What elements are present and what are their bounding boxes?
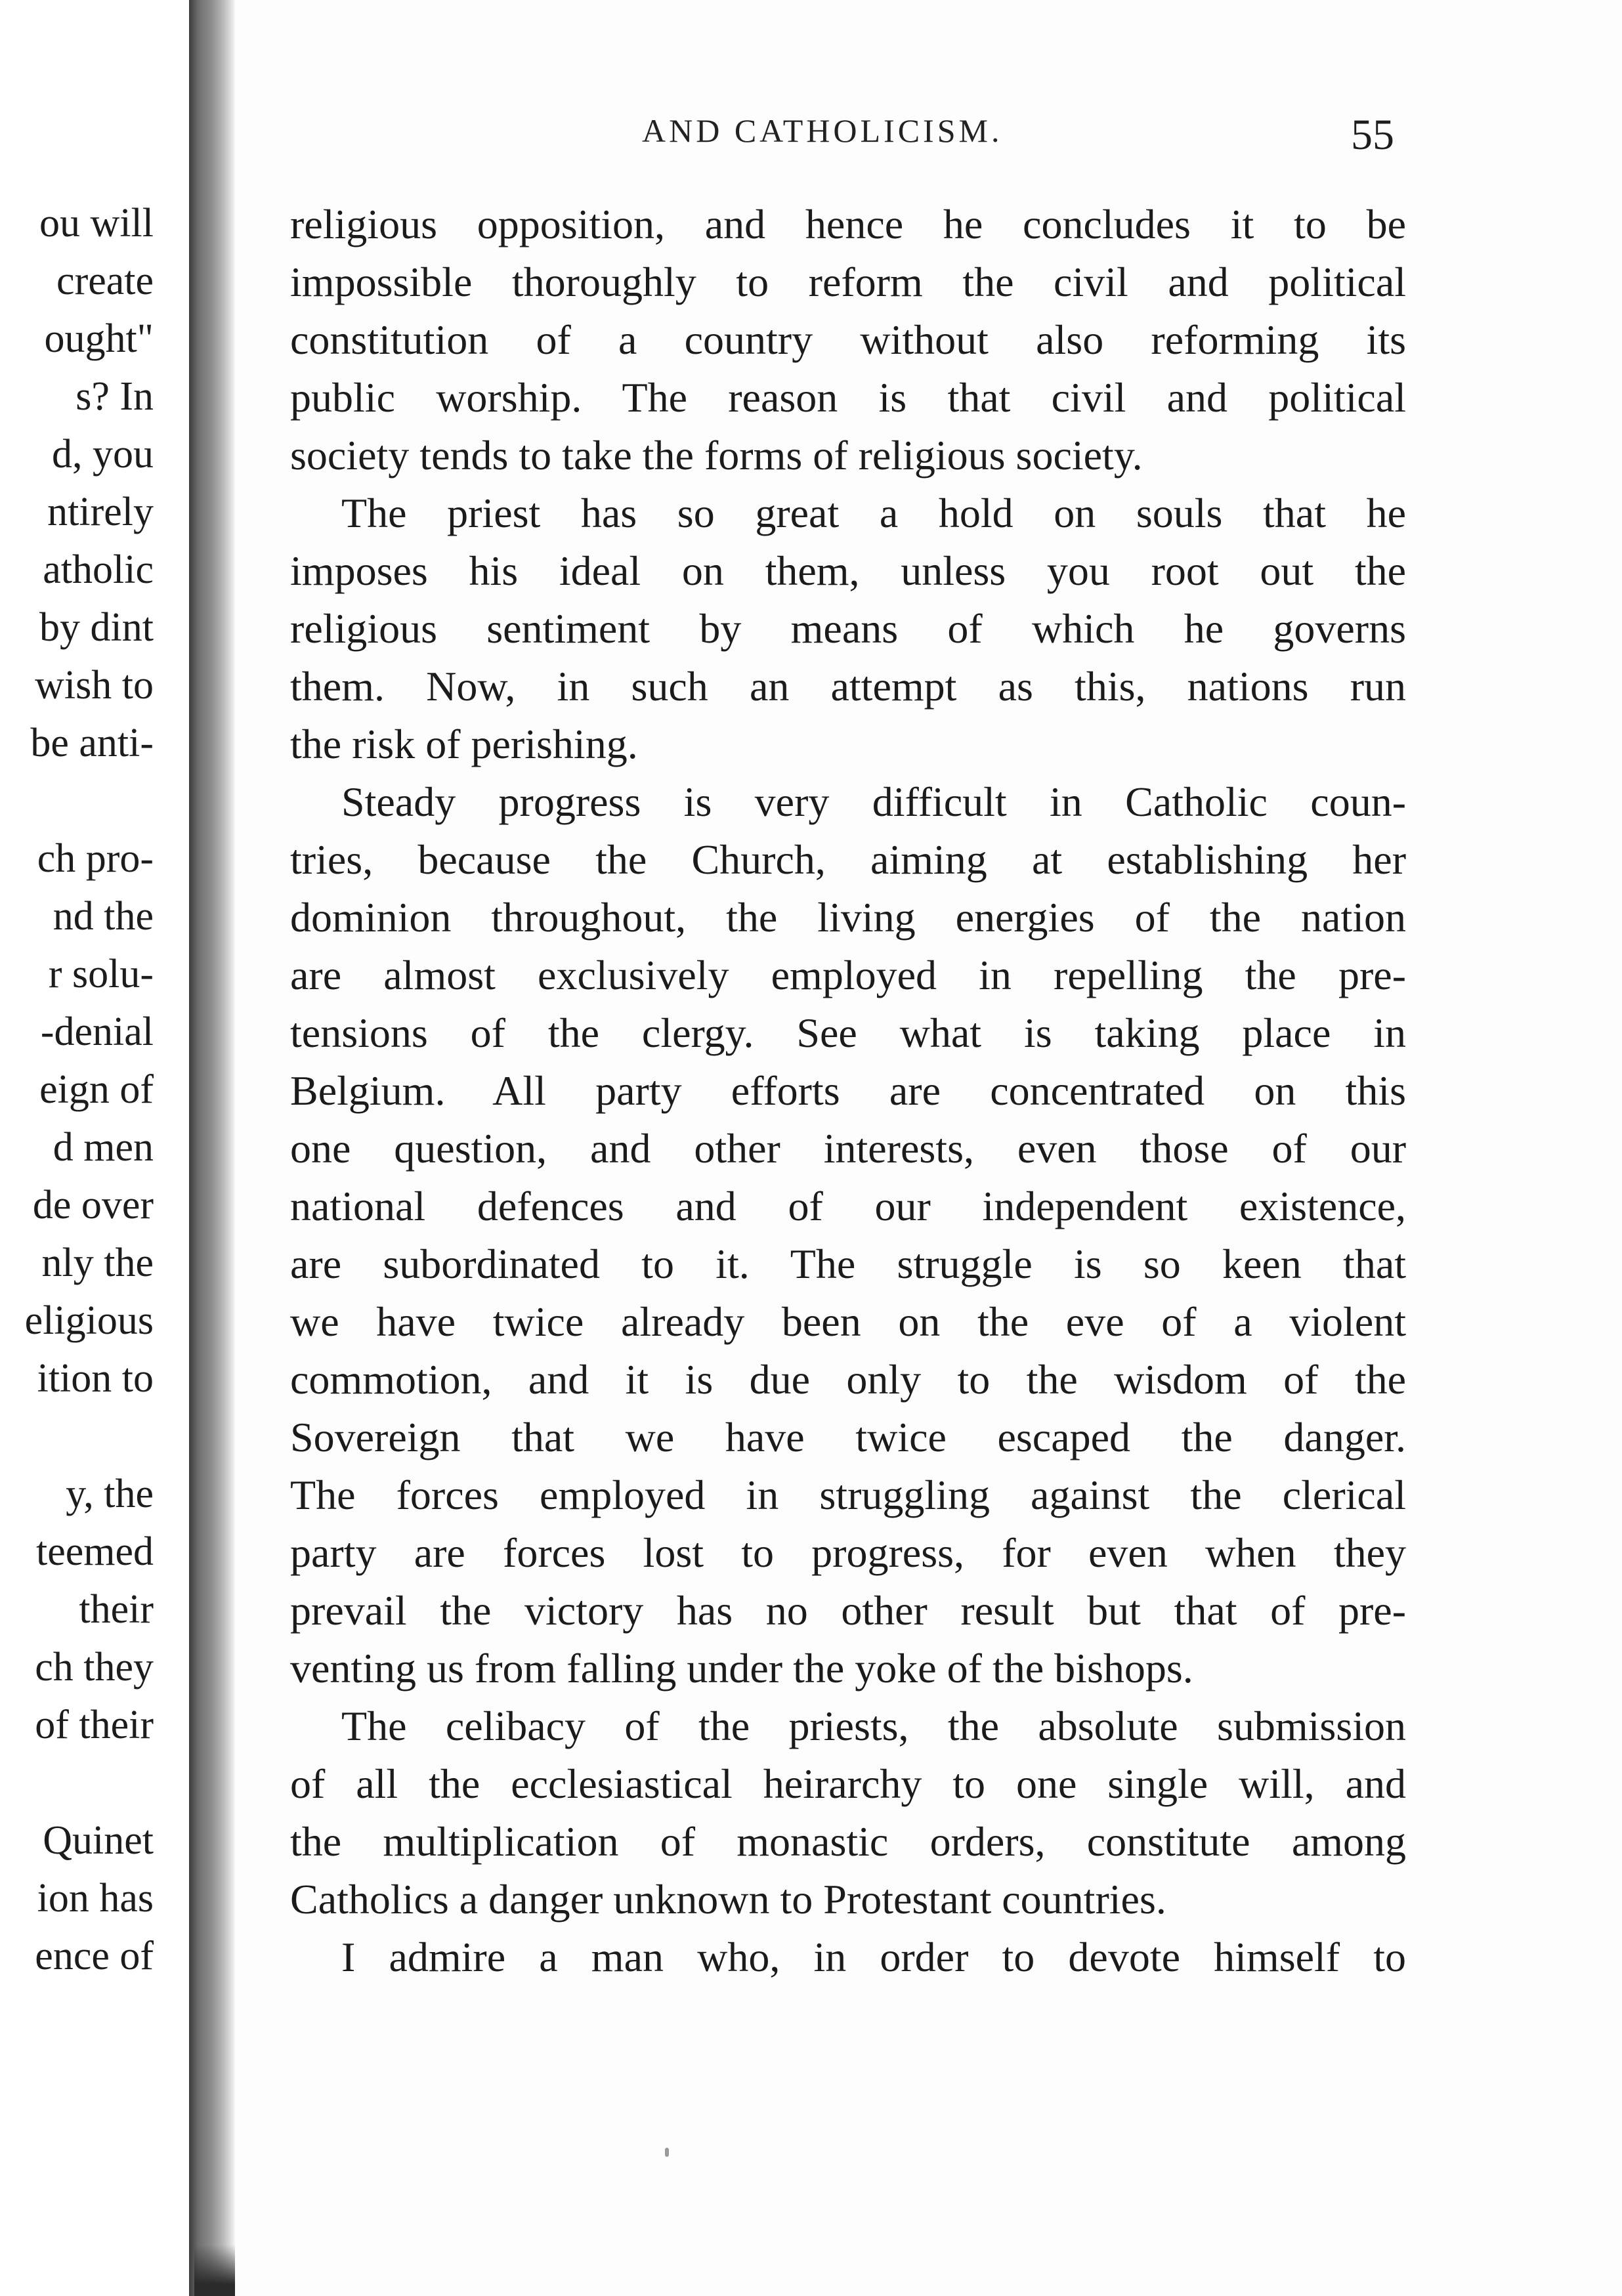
text-line: public worship. The reason is that civil and political	[290, 374, 1406, 421]
text-line: impossible thoroughly to reform the civil and political	[290, 259, 1406, 305]
left-facing-page	[0, 0, 190, 2296]
text-line: the multiplication of monastic orders, constitute among	[290, 1818, 1406, 1865]
text-line: imposes his ideal on them, unless you root out the	[290, 547, 1406, 594]
left-page-line: ought"	[44, 316, 154, 361]
left-page-line: eligious	[24, 1298, 154, 1343]
left-page-line: r solu-	[48, 952, 154, 996]
left-page-line: ition to	[37, 1356, 154, 1401]
text-line: we have twice already been on the eve of a violent	[290, 1298, 1406, 1345]
page-number: 55	[1351, 111, 1394, 159]
text-line: The forces employed in struggling against the clerical	[290, 1472, 1406, 1518]
text-line: I admire a man who, in order to devote himself to	[341, 1934, 1406, 1980]
text-line: one question, and other interests, even those of our	[290, 1125, 1406, 1172]
left-page-line: ntirely	[47, 490, 154, 534]
text-line: Sovereign that we have twice escaped the danger.	[290, 1414, 1406, 1460]
left-page-line: ch pro-	[37, 836, 154, 881]
text-line: religious opposition, and hence he concludes it to be	[290, 201, 1406, 247]
text-line: society tends to take the forms of religious society.	[290, 432, 1143, 478]
text-line: The celibacy of the priests, the absolute submission	[341, 1703, 1406, 1749]
text-line: tensions of the clergy. See what is taking place in	[290, 1010, 1406, 1056]
text-line: are subordinated to it. The struggle is so keen that	[290, 1241, 1406, 1287]
left-page-line: nly the	[41, 1241, 154, 1285]
text-line: dominion throughout, the living energies of the nation	[290, 894, 1406, 941]
left-page-line: create	[56, 259, 154, 303]
left-page-line: by dint	[39, 605, 154, 650]
left-page-line	[25, 1754, 154, 1812]
left-page-line: s? In	[75, 374, 154, 419]
left-page-line: ou will	[39, 201, 154, 245]
left-page-line: teemed	[35, 1529, 154, 1574]
text-line: Catholics a danger unknown to Protestant countries.	[290, 1876, 1166, 1923]
left-page-line: wish to	[35, 663, 154, 708]
text-line: The priest has so great a hold on souls that he	[341, 490, 1406, 536]
text-line: national defences and of our independent existence,	[290, 1183, 1406, 1229]
left-page-line: d, you	[52, 432, 154, 477]
left-page-line: ence of	[35, 1934, 154, 1978]
text-line: tries, because the Church, aiming at establishing her	[290, 836, 1406, 883]
left-page-line	[25, 772, 154, 830]
text-line: Steady progress is very difficult in Catholic coun-	[341, 778, 1406, 825]
text-line: venting us from falling under the yoke of the bishops.	[290, 1645, 1193, 1691]
left-page-line: Quinet	[43, 1818, 154, 1863]
text-line: Belgium. All party efforts are concentrated on this	[290, 1067, 1406, 1114]
body-text	[290, 196, 1406, 1986]
left-page-line: ion has	[37, 1876, 154, 1921]
left-page-line: be anti-	[30, 721, 154, 765]
left-page-text-fragment	[25, 194, 154, 1985]
left-page-line: -denial	[40, 1010, 154, 1054]
left-page-line: of their	[35, 1703, 154, 1747]
left-page-line: d men	[53, 1125, 154, 1170]
left-page-line	[25, 1407, 154, 1465]
left-page-line: de over	[32, 1183, 154, 1227]
text-line: are almost exclusively employed in repelling the pre-	[290, 952, 1406, 998]
left-page-line: their	[79, 1587, 154, 1632]
left-page-line: ch they	[35, 1645, 154, 1690]
left-page-line: atholic	[43, 547, 154, 592]
text-line: party are forces lost to progress, for even when they	[290, 1529, 1406, 1576]
text-line: religious sentiment by means of which he governs	[290, 605, 1406, 652]
right-page	[235, 0, 1622, 2296]
left-page-line: eign of	[39, 1067, 154, 1112]
left-page-line: y, the	[66, 1472, 154, 1516]
text-line: them. Now, in such an attempt as this, nations run	[290, 663, 1406, 710]
text-line: the risk of perishing.	[290, 721, 638, 767]
running-head: AND CATHOLICISM.	[642, 112, 1003, 149]
text-line: constitution of a country without also reforming its	[290, 316, 1406, 363]
text-line: prevail the victory has no other result but that of pre-	[290, 1587, 1406, 1634]
book-gutter	[189, 0, 235, 2296]
paper-speck	[665, 2148, 669, 2157]
left-page-line: nd the	[53, 894, 154, 939]
text-line: commotion, and it is due only to the wisdom of the	[290, 1356, 1406, 1403]
text-line: of all the ecclesiastical heirarchy to one single will, and	[290, 1760, 1406, 1807]
